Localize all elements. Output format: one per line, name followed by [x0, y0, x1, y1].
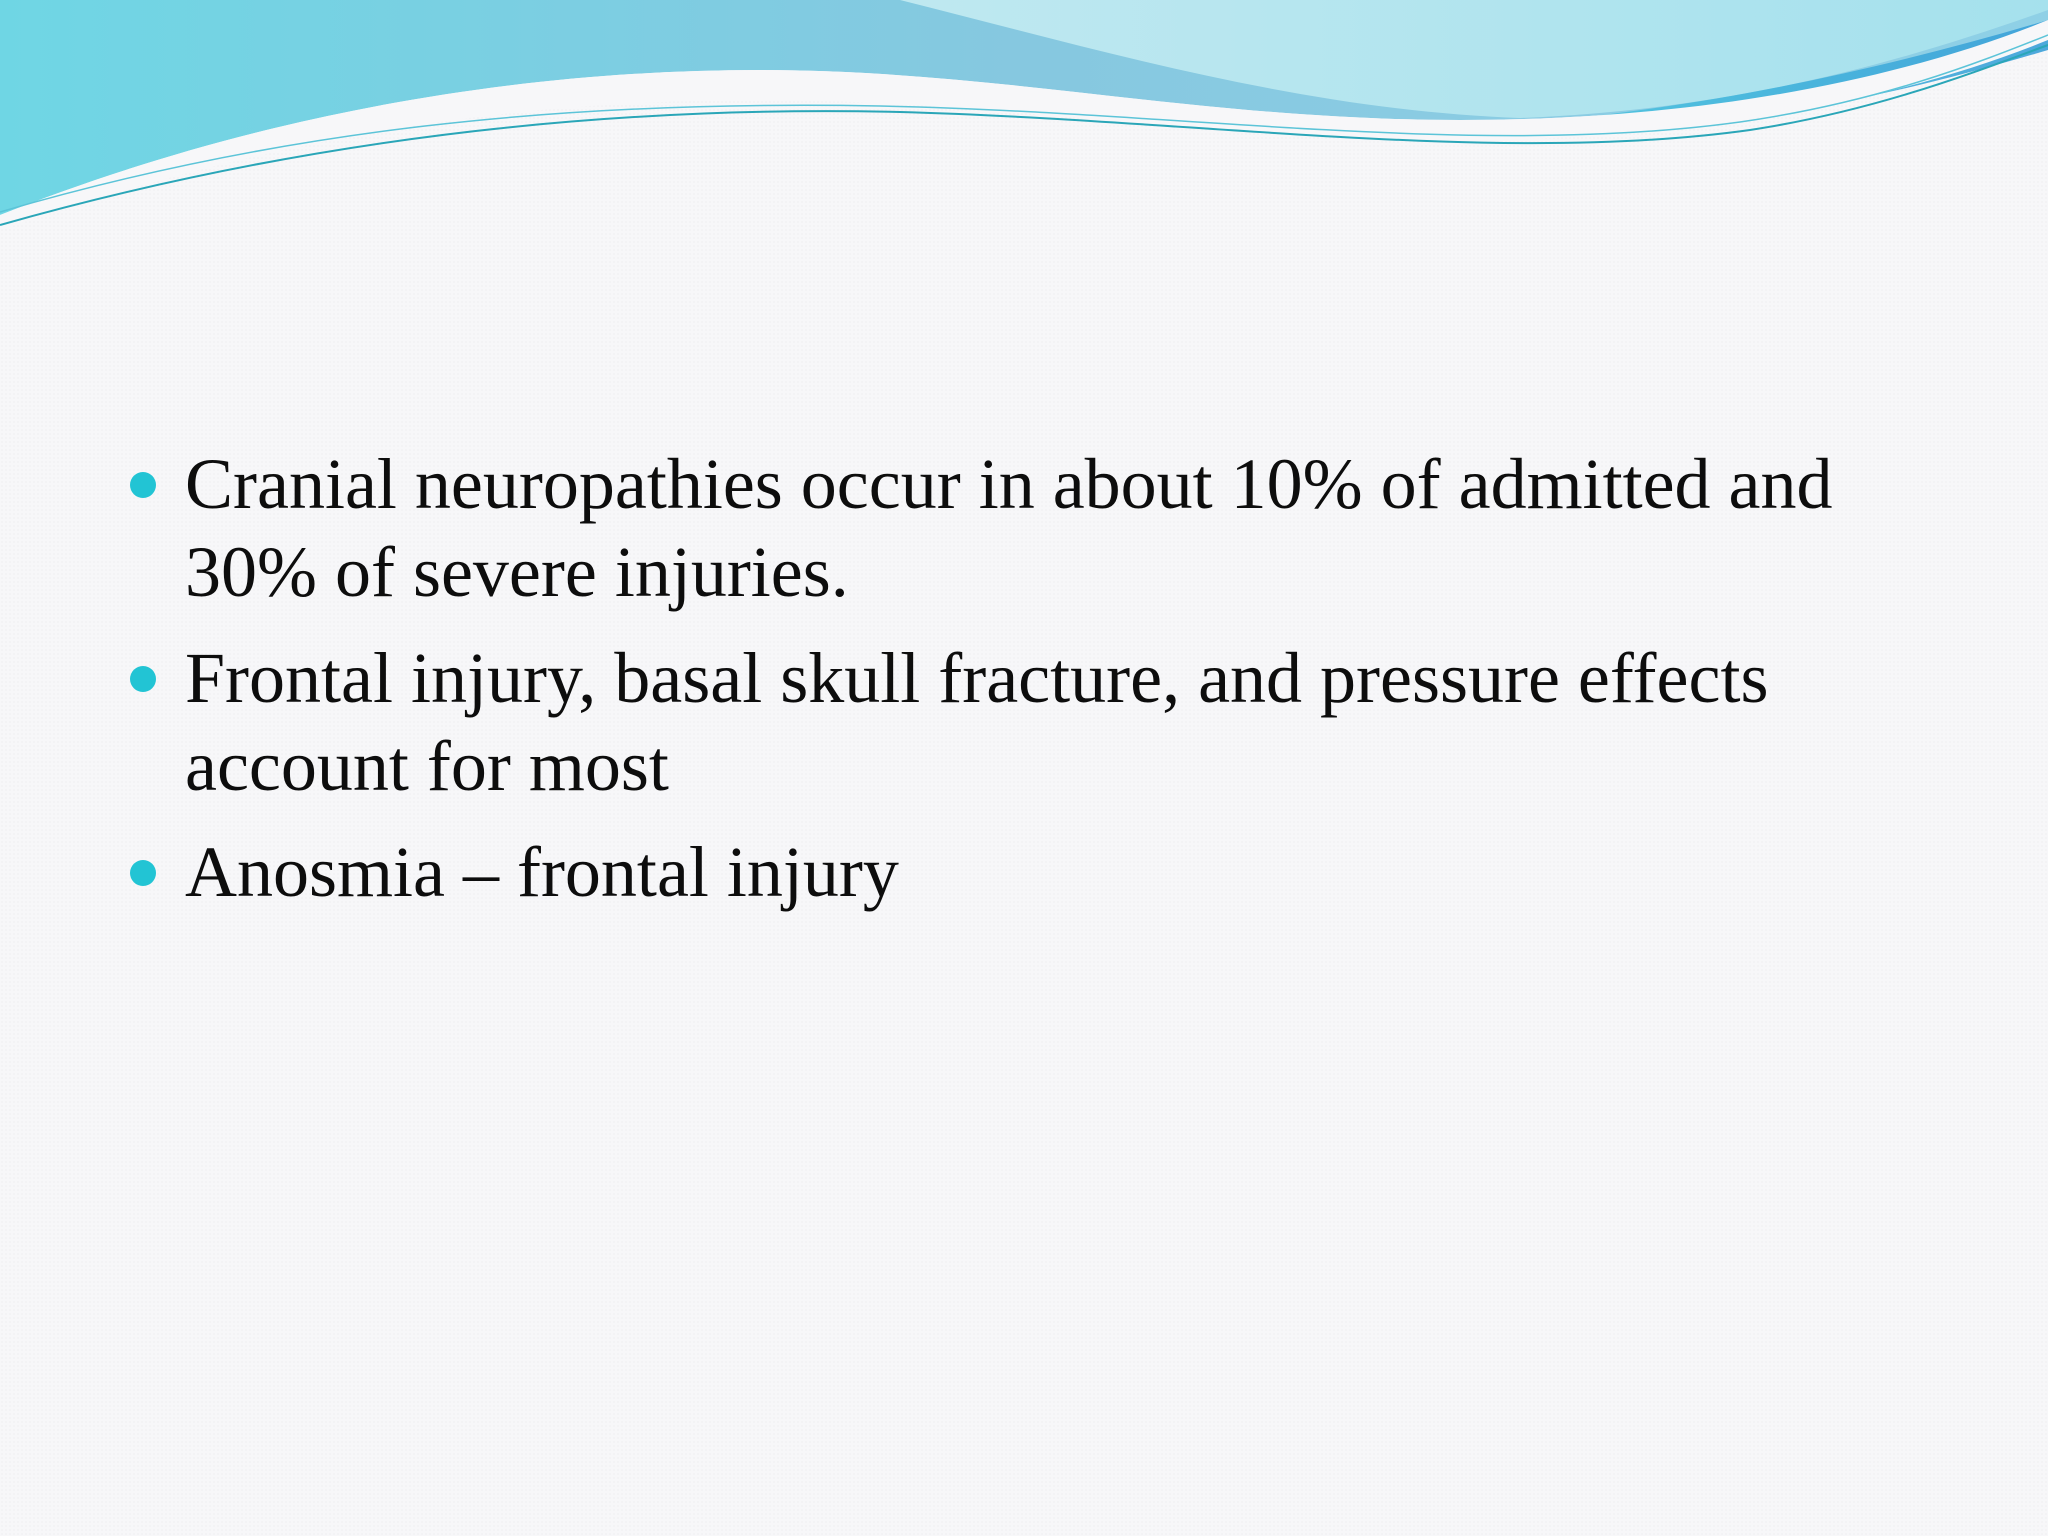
bullet-dot-icon: [130, 666, 156, 692]
bullet-text: Frontal injury, basal skull fracture, and pressure effects account for most: [185, 638, 1769, 806]
bullet-item-3: [130, 828, 1970, 916]
slide-body: [130, 440, 1970, 934]
wave-banner-decoration: [0, 0, 2048, 240]
bullet-dot-icon: [130, 860, 156, 886]
bullet-text: Cranial neuropathies occur in about 10% of admitted and 30% of severe injuries.: [185, 444, 1833, 612]
bullet-text: Anosmia – frontal injury: [185, 832, 899, 912]
bullet-item-1: [130, 440, 1970, 616]
bullet-item-2: [130, 634, 1970, 810]
bullet-list: [130, 440, 1970, 916]
bullet-dot-icon: [130, 472, 156, 498]
